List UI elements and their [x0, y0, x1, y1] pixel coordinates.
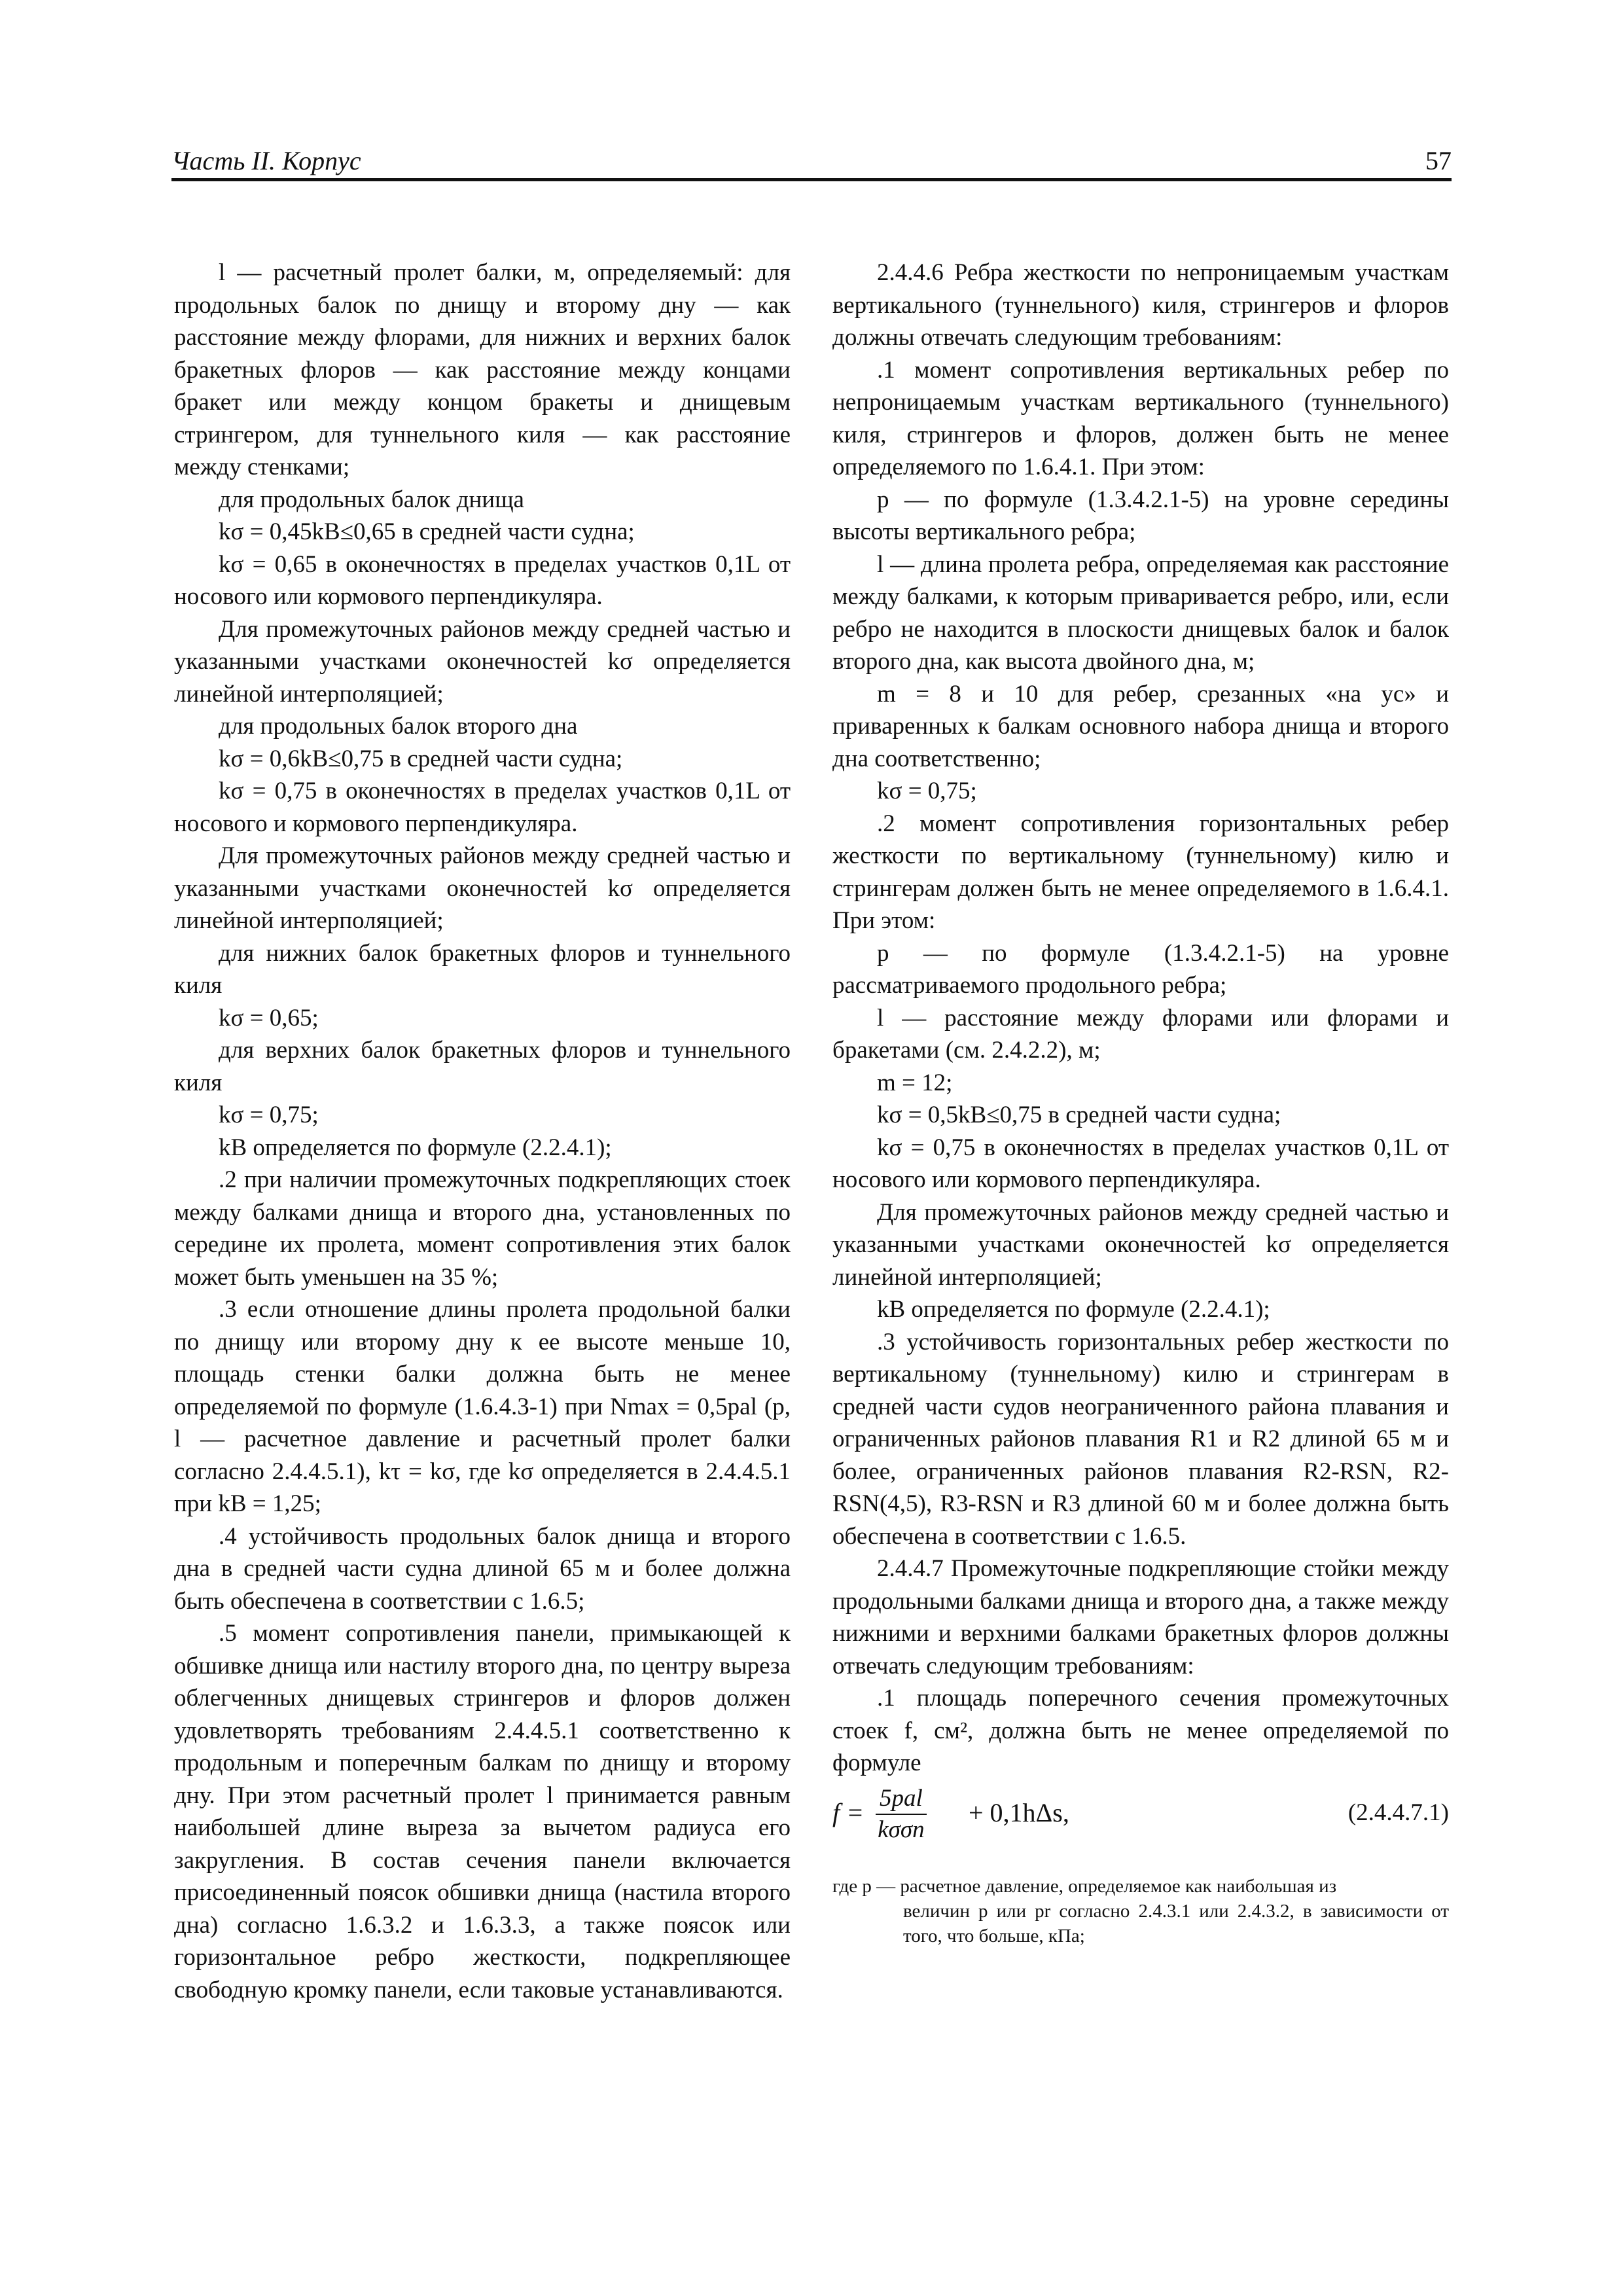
formula-lhs: f =	[832, 1797, 865, 1827]
paragraph: kσ = 0,45kB≤0,65 в средней части судна;	[219, 518, 635, 545]
paragraph: m = 12;	[877, 1069, 953, 1096]
formula-numerator: 5pal	[876, 1784, 927, 1815]
paragraph: kσ = 0,75;	[219, 1102, 319, 1128]
paragraph: kσ = 0,75 в оконечностях в пределах участков 0,1L от носового и кормового перпендикуляра.	[174, 778, 791, 837]
paragraph: .1 площадь поперечного сечения промежуточных стоек f, см², должна быть не менее определяемой по формуле	[832, 1685, 1449, 1776]
paragraph: для продольных балок днища	[219, 486, 524, 513]
formula-fraction	[876, 1784, 927, 1845]
paragraph: .3 устойчивость горизонтальных ребер жесткости по вертикальному (туннельному) килю и стрингерам в средней части судов неограниченного района плавания и ограниченных районов плавания R1 и R2 длиной 65 м и более, ограниченных районов плавания R2-RSN, R2-RSN(4,5), R3-RSN и R3 длиной 60 м и более должна быть обеспечена в соответствии с 1.6.5.	[832, 1328, 1449, 1550]
footnote	[832, 1874, 1449, 1948]
paragraph: .5 момент сопротивления панели, примыкающей к обшивке днища или настилу второго дна, по центру выреза облегченных днищевых стрингеров и флоров должен удовлетворять требованиям 2.4.4.5.1 соответственно к продольным и поперечным балкам по днищу и второму дну. При этом расчетный пролет l принимается равным наибольшей длине выреза за вычетом радиуса его закругления. В состав сечения панели включается присоединенный поясок обшивки днища (настила второго дна) согласно 1.6.3.2 и 1.6.3.3, а также поясок или горизонтальное ребро жесткости, подкрепляющее свободную кромку панели, если таковые устанавливаются.	[174, 1620, 791, 2003]
paragraph: kσ = 0,75;	[877, 778, 977, 804]
paragraph: kσ = 0,65;	[219, 1004, 319, 1031]
paragraph: Для промежуточных районов между средней частью и указанными участками оконечностей kσ определяется линейной интерполяцией;	[174, 842, 791, 934]
paragraph: kB определяется по формуле (2.2.4.1);	[877, 1296, 1270, 1323]
paragraph: kσ = 0,75 в оконечностях в пределах участков 0,1L от носового или кормового перпендикуляра.	[832, 1134, 1449, 1193]
section-title: Часть II. Корпус	[171, 146, 361, 175]
paragraph: .2 при наличии промежуточных подкрепляющих стоек между балками днища и второго дна, установленных по середине их пролета, момент сопротивления этих балок может быть уменьшен на 35 %;	[174, 1166, 791, 1291]
formula-number: (2.4.4.7.1)	[1347, 1799, 1449, 1826]
paragraph: l — расчетный пролет балки, м, определяемый: для продольных балок по днищу и второму дну — как расстояние между флорами, для нижних и верхних балок бракетных флоров — как расстояние между концами бракет или между концом бракеты и днищевым стрингером, для туннельного киля — как расстояние между стенками;	[174, 259, 791, 480]
paragraph: p — по формуле (1.3.4.2.1-5) на уровне середины высоты вертикального ребра;	[832, 486, 1449, 545]
footnote-continuation: величин p или pr согласно 2.4.3.1 или 2.4.3.2, в зависимости от того, что больше, кПа;	[903, 1900, 1449, 1946]
paragraph: для верхних балок бракетных флоров и туннельного киля	[174, 1037, 791, 1096]
paragraph: .3 если отношение длины пролета продольной балки по днищу или второму дну к ее высоте меньше 10, площадь стенки балки должна быть не менее определяемой по формуле (1.6.4.3-1) при Nmax = 0,5pal (p, l — расчетное давление и расчетный пролет балки согласно 2.4.4.5.1), kτ = kσ, где kσ определяется в 2.4.4.5.1 при kB = 1,25;	[174, 1296, 791, 1517]
paragraph: l — расстояние между флорами или флорами и бракетами (см. 2.4.2.2), м;	[832, 1004, 1449, 1064]
page-number: 57	[1425, 146, 1452, 175]
paragraph: для нижних балок бракетных флоров и туннельного киля	[174, 939, 791, 999]
formula-rest: + 0,1hΔs,	[969, 1797, 1069, 1827]
header-rule	[171, 178, 1452, 181]
paragraph: kσ = 0,5kB≤0,75 в средней части судна;	[877, 1102, 1281, 1128]
paragraph: kB определяется по формуле (2.2.4.1);	[219, 1134, 612, 1161]
paragraph: kσ = 0,65 в оконечностях в пределах участков 0,1L от носового или кормового перпендикуляра.	[174, 550, 791, 610]
left-column	[174, 257, 791, 2006]
footnote-first-line: где p — расчетное давление, определяемое как наибольшая из	[832, 1875, 1337, 1897]
paragraph: .1 момент сопротивления вертикальных ребер по непроницаемым участкам вертикального (туннельного) киля, стрингеров и флоров, должен быть не менее определяемого по 1.6.4.1. При этом:	[832, 356, 1449, 480]
formula-2-4-4-7-1	[832, 1782, 1449, 1854]
paragraph: 2.4.4.6 Ребра жесткости по непроницаемым участкам вертикального (туннельного) киля, стрингеров и флоров должны отвечать следующим требованиям:	[832, 259, 1449, 351]
paragraph: m = 8 и 10 для ребер, срезанных «на ус» и приваренных к балкам основного набора днища и второго дна соответственно;	[832, 680, 1449, 772]
right-column	[832, 257, 1449, 1948]
paragraph: kσ = 0,6kB≤0,75 в средней части судна;	[219, 745, 623, 772]
paragraph: 2.4.4.7 Промежуточные подкрепляющие стойки между продольными балками днища и второго дна, а также между нижними и верхними балками бракетных флоров должны отвечать следующим требованиям:	[832, 1555, 1449, 1679]
paragraph: l — длина пролета ребра, определяемая как расстояние между балками, к которым приваривается ребро, или, если ребро не находится в плоскости днищевых балок и балок второго дна, как высота двойного дна, м;	[832, 550, 1449, 675]
formula-denominator: kσσn	[878, 1816, 925, 1843]
paragraph: Для промежуточных районов между средней частью и указанными участками оконечностей kσ определяется линейной интерполяцией;	[832, 1198, 1449, 1291]
paragraph: .4 устойчивость продольных балок днища и второго дна в средней части судна длиной 65 м и более должна быть обеспечена в соответствии с 1.6.5;	[174, 1522, 791, 1615]
paragraph: для продольных балок второго дна	[219, 713, 578, 740]
paragraph: Для промежуточных районов между средней частью и указанными участками оконечностей kσ определяется линейной интерполяцией;	[174, 615, 791, 708]
paragraph: .2 момент сопротивления горизонтальных ребер жесткости по вертикальному (туннельному) килю и стрингерам должен быть не менее определяемого в 1.6.4.1. При этом:	[832, 810, 1449, 934]
paragraph: p — по формуле (1.3.4.2.1-5) на уровне рассматриваемого продольного ребра;	[832, 939, 1449, 999]
